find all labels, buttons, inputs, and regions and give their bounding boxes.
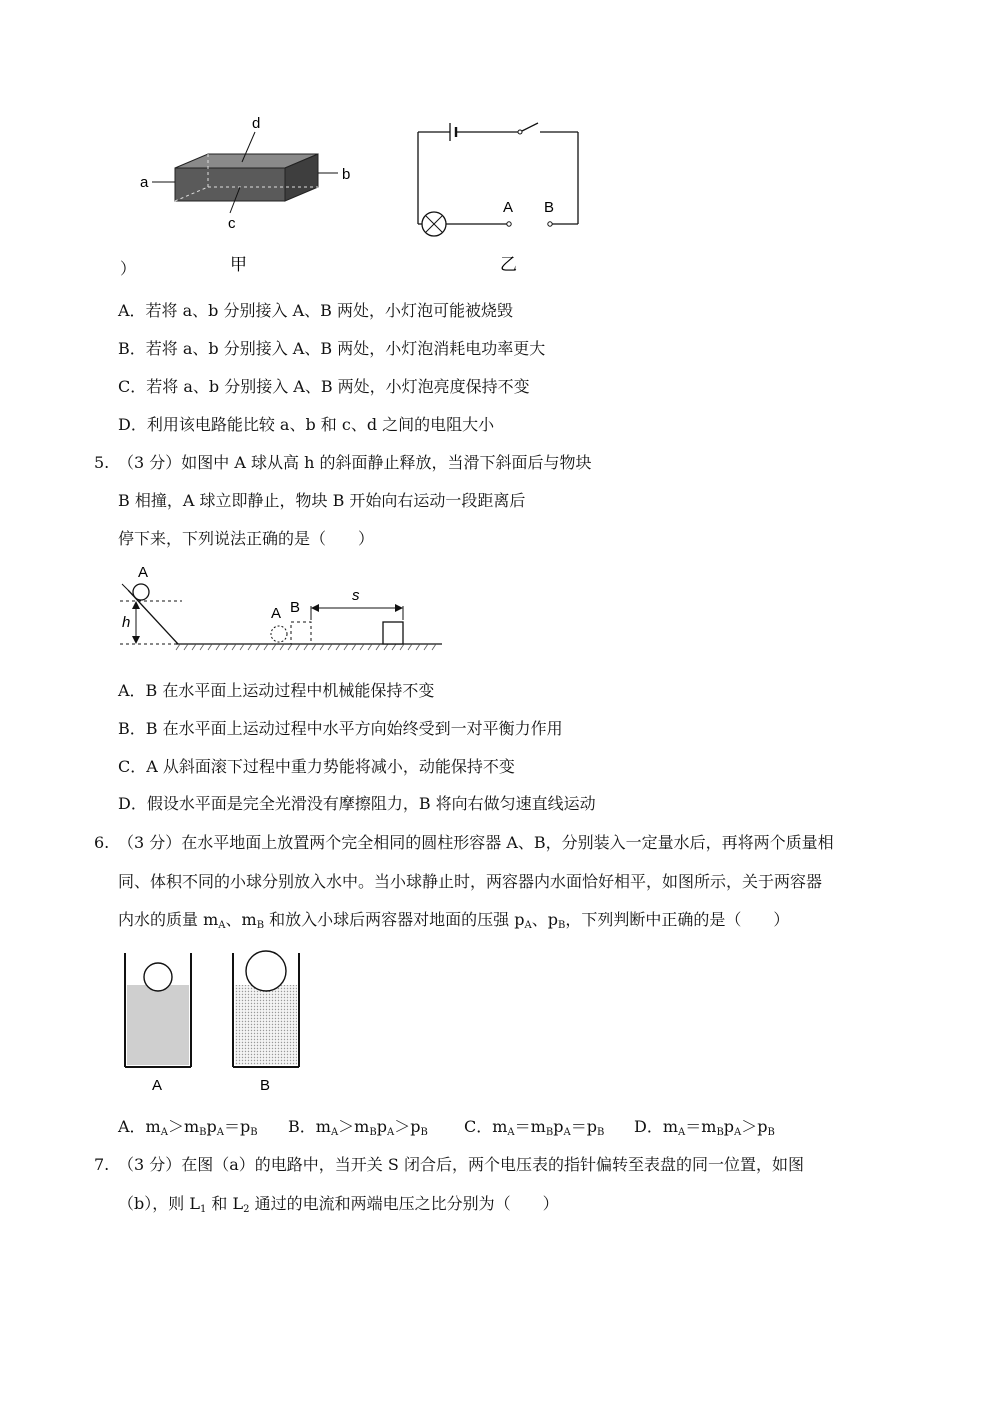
- q5-option-c[interactable]: C．A 从斜面滚下过程中重力势能将减小，动能保持不变: [118, 757, 515, 776]
- q5-label-A-top: A: [138, 564, 149, 581]
- label-a: a: [140, 174, 149, 191]
- label-c: c: [228, 215, 236, 232]
- q5-label-s: s: [352, 587, 360, 604]
- q5-option-b[interactable]: B．B 在水平面上运动过程中水平方向始终受到一对平衡力作用: [118, 719, 563, 738]
- q6-label-A: A: [152, 1077, 163, 1094]
- caption-jia: 甲: [230, 255, 247, 274]
- q5-incline-figure: [110, 560, 450, 660]
- q7-stem-line-1: （3 分）在图（a）的电路中，当开关 S 闭合后，两个电压表的指针偏转至表盘的同一位置，如图: [118, 1155, 804, 1174]
- q7-stem-line-2: （b），则 $L_1$ 和 $L_2$ 通过的电流和两端电压之比分别为（ ）: [118, 1194, 559, 1215]
- q5-label-A-bottom: A: [271, 605, 282, 622]
- q5-option-a[interactable]: A．B 在水平面上运动过程中机械能保持不变: [118, 681, 435, 700]
- q7-number: 7.: [94, 1155, 110, 1174]
- q5-option-d[interactable]: D．假设水平面是完全光滑没有摩擦阻力，B 将向右做匀速直线运动: [118, 794, 596, 813]
- q5-number: 5.: [94, 453, 110, 472]
- q6-option-a[interactable]: A．$m_A>m_Bp_A=p_B$: [118, 1117, 258, 1138]
- q6-stem-line-1: （3 分）在水平地面上放置两个完全相同的圆柱形容器 A、B，分别装入一定量水后，再将两个质量相: [118, 833, 834, 852]
- q5-stem-line-3: 停下来，下列说法正确的是（ ）: [118, 529, 375, 548]
- q6-label-B: B: [260, 1077, 271, 1094]
- q5-label-h: h: [122, 614, 131, 631]
- figure-yi-circuit: [410, 115, 590, 275]
- label-b: b: [342, 166, 351, 183]
- label-d: d: [252, 115, 261, 132]
- q5-stem-line-1: （3 分）如图中 A 球从高 h 的斜面静止释放，当滑下斜面后与物块: [118, 453, 592, 472]
- q6-stem-line-3: 内水的质量 $m_A$、$m_B$ 和放入小球后两容器对地面的压强 $p_A$、$p_B$，下列判断中正确的是（ ）: [118, 910, 790, 931]
- q6-number: 6.: [94, 833, 110, 852]
- terminal-label-B: B: [544, 199, 555, 216]
- q6-option-b[interactable]: B．$m_A>m_Bp_A>p_B$: [288, 1117, 428, 1138]
- q4-option-c[interactable]: C．若将 a、b 分别接入 A、B 两处，小灯泡亮度保持不变: [118, 377, 530, 396]
- q4-option-b[interactable]: B．若将 a、b 分别接入 A、B 两处，小灯泡消耗电功率更大: [118, 339, 546, 358]
- q5-label-B: B: [290, 599, 301, 616]
- q5-stem-line-2: B 相撞，A 球立即静止，物块 B 开始向右运动一段距离后: [118, 491, 526, 510]
- q4-option-a[interactable]: A．若将 a、b 分别接入 A、B 两处，小灯泡可能被烧毁: [118, 301, 513, 320]
- q6-option-d[interactable]: D．$m_A=m_Bp_A>p_B$: [634, 1117, 775, 1138]
- q4-option-d[interactable]: D．利用该电路能比较 a、b 和 c、d 之间的电阻大小: [118, 415, 495, 434]
- figure-jia-cuboid: [130, 110, 370, 275]
- q6-option-c[interactable]: C．$m_A=m_Bp_A=p_B$: [464, 1117, 605, 1138]
- q6-containers-figure: [115, 945, 315, 1095]
- q4-stem-tail: ）: [120, 259, 137, 278]
- q6-stem-line-2: 同、体积不同的小球分别放入水中。当小球静止时，两容器内水面恰好相平，如图所示，关于两容器: [118, 872, 823, 891]
- caption-yi: 乙: [500, 255, 517, 274]
- terminal-label-A: A: [503, 199, 514, 216]
